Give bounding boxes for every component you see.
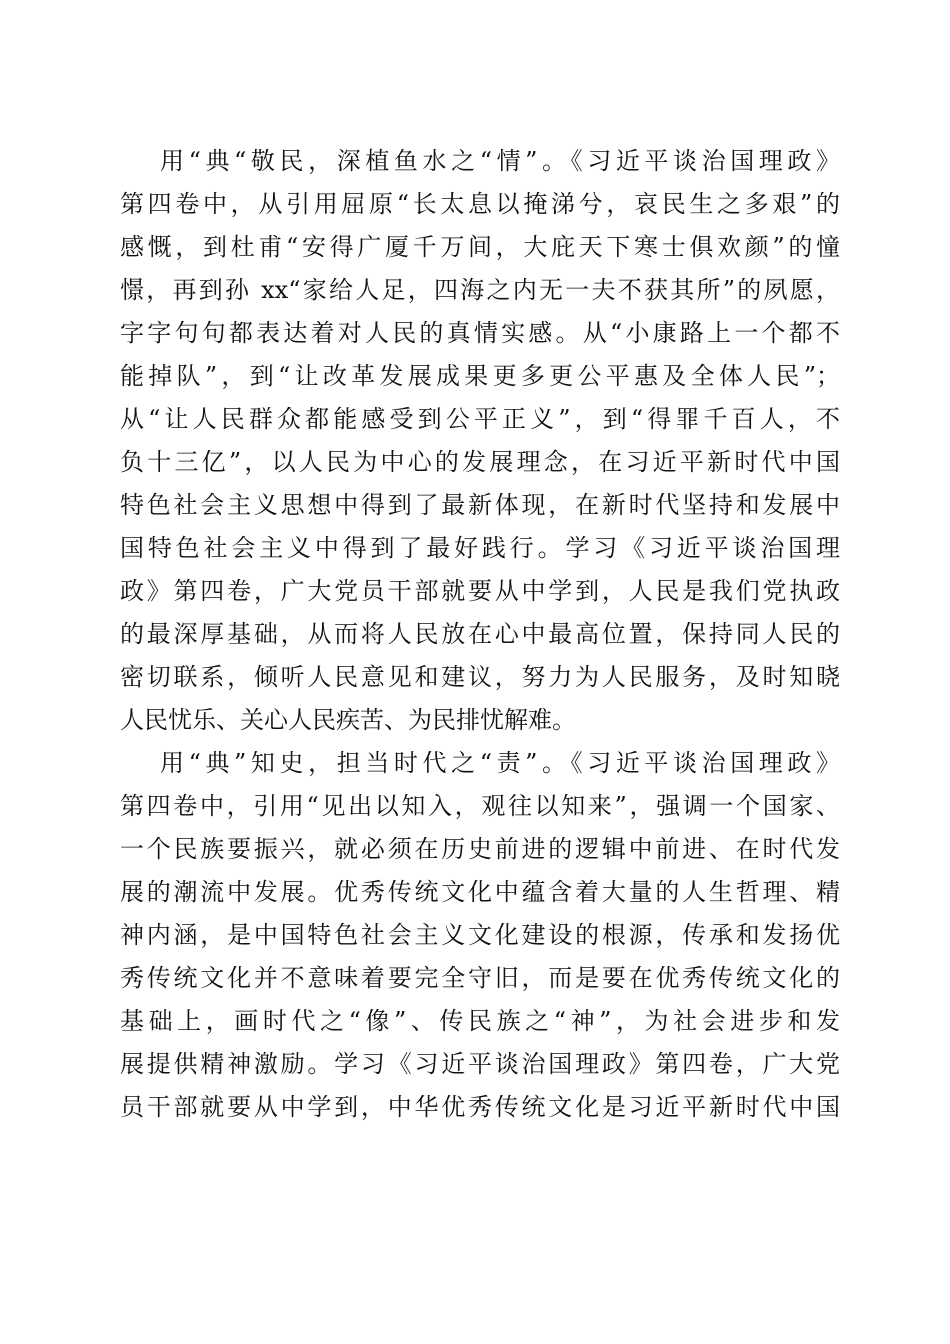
paragraph-2	[120, 742, 840, 1129]
text-line: 神内涵，是中国特色社会主义文化建设的根源，传承和发扬优	[120, 921, 840, 949]
text-line: 第四卷中，引用“见出以知入，观往以知来”，强调一个国家、	[120, 792, 840, 820]
text-line: 政》第四卷，广大党员干部就要从中学到，人民是我们党执政	[120, 577, 840, 605]
text-line: 一个民族要振兴，就必须在历史前进的逻辑中前进、在时代发	[120, 835, 840, 863]
text-line: 第四卷中，从引用屈原“长太息以掩涕兮，哀民生之多艰”的	[120, 190, 840, 218]
text-line: 人民忧乐、关心人民疾苦、为民排忧解难。	[120, 706, 576, 734]
text-line: 字字句句都表达着对人民的真情实感。从“小康路上一个都不	[120, 319, 840, 347]
text-line: 的最深厚基础，从而将人民放在心中最高位置，保持同人民的	[120, 620, 840, 648]
text-line: 憬，再到孙 xx“家给人足，四海之内无一夫不获其所”的夙愿，	[120, 276, 840, 304]
text-line: 秀传统文化并不意味着要完全守旧，而是要在优秀传统文化的	[120, 964, 840, 992]
text-line: 负十三亿”，以人民为中心的发展理念，在习近平新时代中国	[120, 448, 840, 476]
text-line: 国特色社会主义中得到了最好践行。学习《习近平谈治国理	[120, 534, 840, 562]
text-line: 展的潮流中发展。优秀传统文化中蕴含着大量的人生哲理、精	[120, 878, 840, 906]
text-line: 用“典“敬民，深植鱼水之“情”。《习近平谈治国理政》	[160, 147, 840, 175]
text-line: 密切联系，倾听人民意见和建议，努力为人民服务，及时知晓	[120, 663, 840, 691]
text-line: 感慨，到杜甫“安得广厦千万间，大庇天下寒士俱欢颜”的憧	[120, 233, 840, 261]
text-line: 能掉队”，到“让改革发展成果更多更公平惠及全体人民”；	[120, 362, 840, 390]
text-line: 特色社会主义思想中得到了最新体现，在新时代坚持和发展中	[120, 491, 840, 519]
text-line: 从“让人民群众都能感受到公平正义”，到“得罪千百人，不	[120, 405, 840, 433]
paragraph-1	[120, 140, 840, 742]
text-line: 展提供精神激励。学习《习近平谈治国理政》第四卷，广大党	[120, 1050, 840, 1078]
text-line: 基础上，画时代之“像”、传民族之“神”，为社会进步和发	[120, 1007, 840, 1035]
text-line: 员干部就要从中学到，中华优秀传统文化是习近平新时代中国	[120, 1093, 840, 1121]
document-body	[120, 140, 840, 1129]
text-line: 用“典”知史，担当时代之“责”。《习近平谈治国理政》	[160, 749, 840, 777]
